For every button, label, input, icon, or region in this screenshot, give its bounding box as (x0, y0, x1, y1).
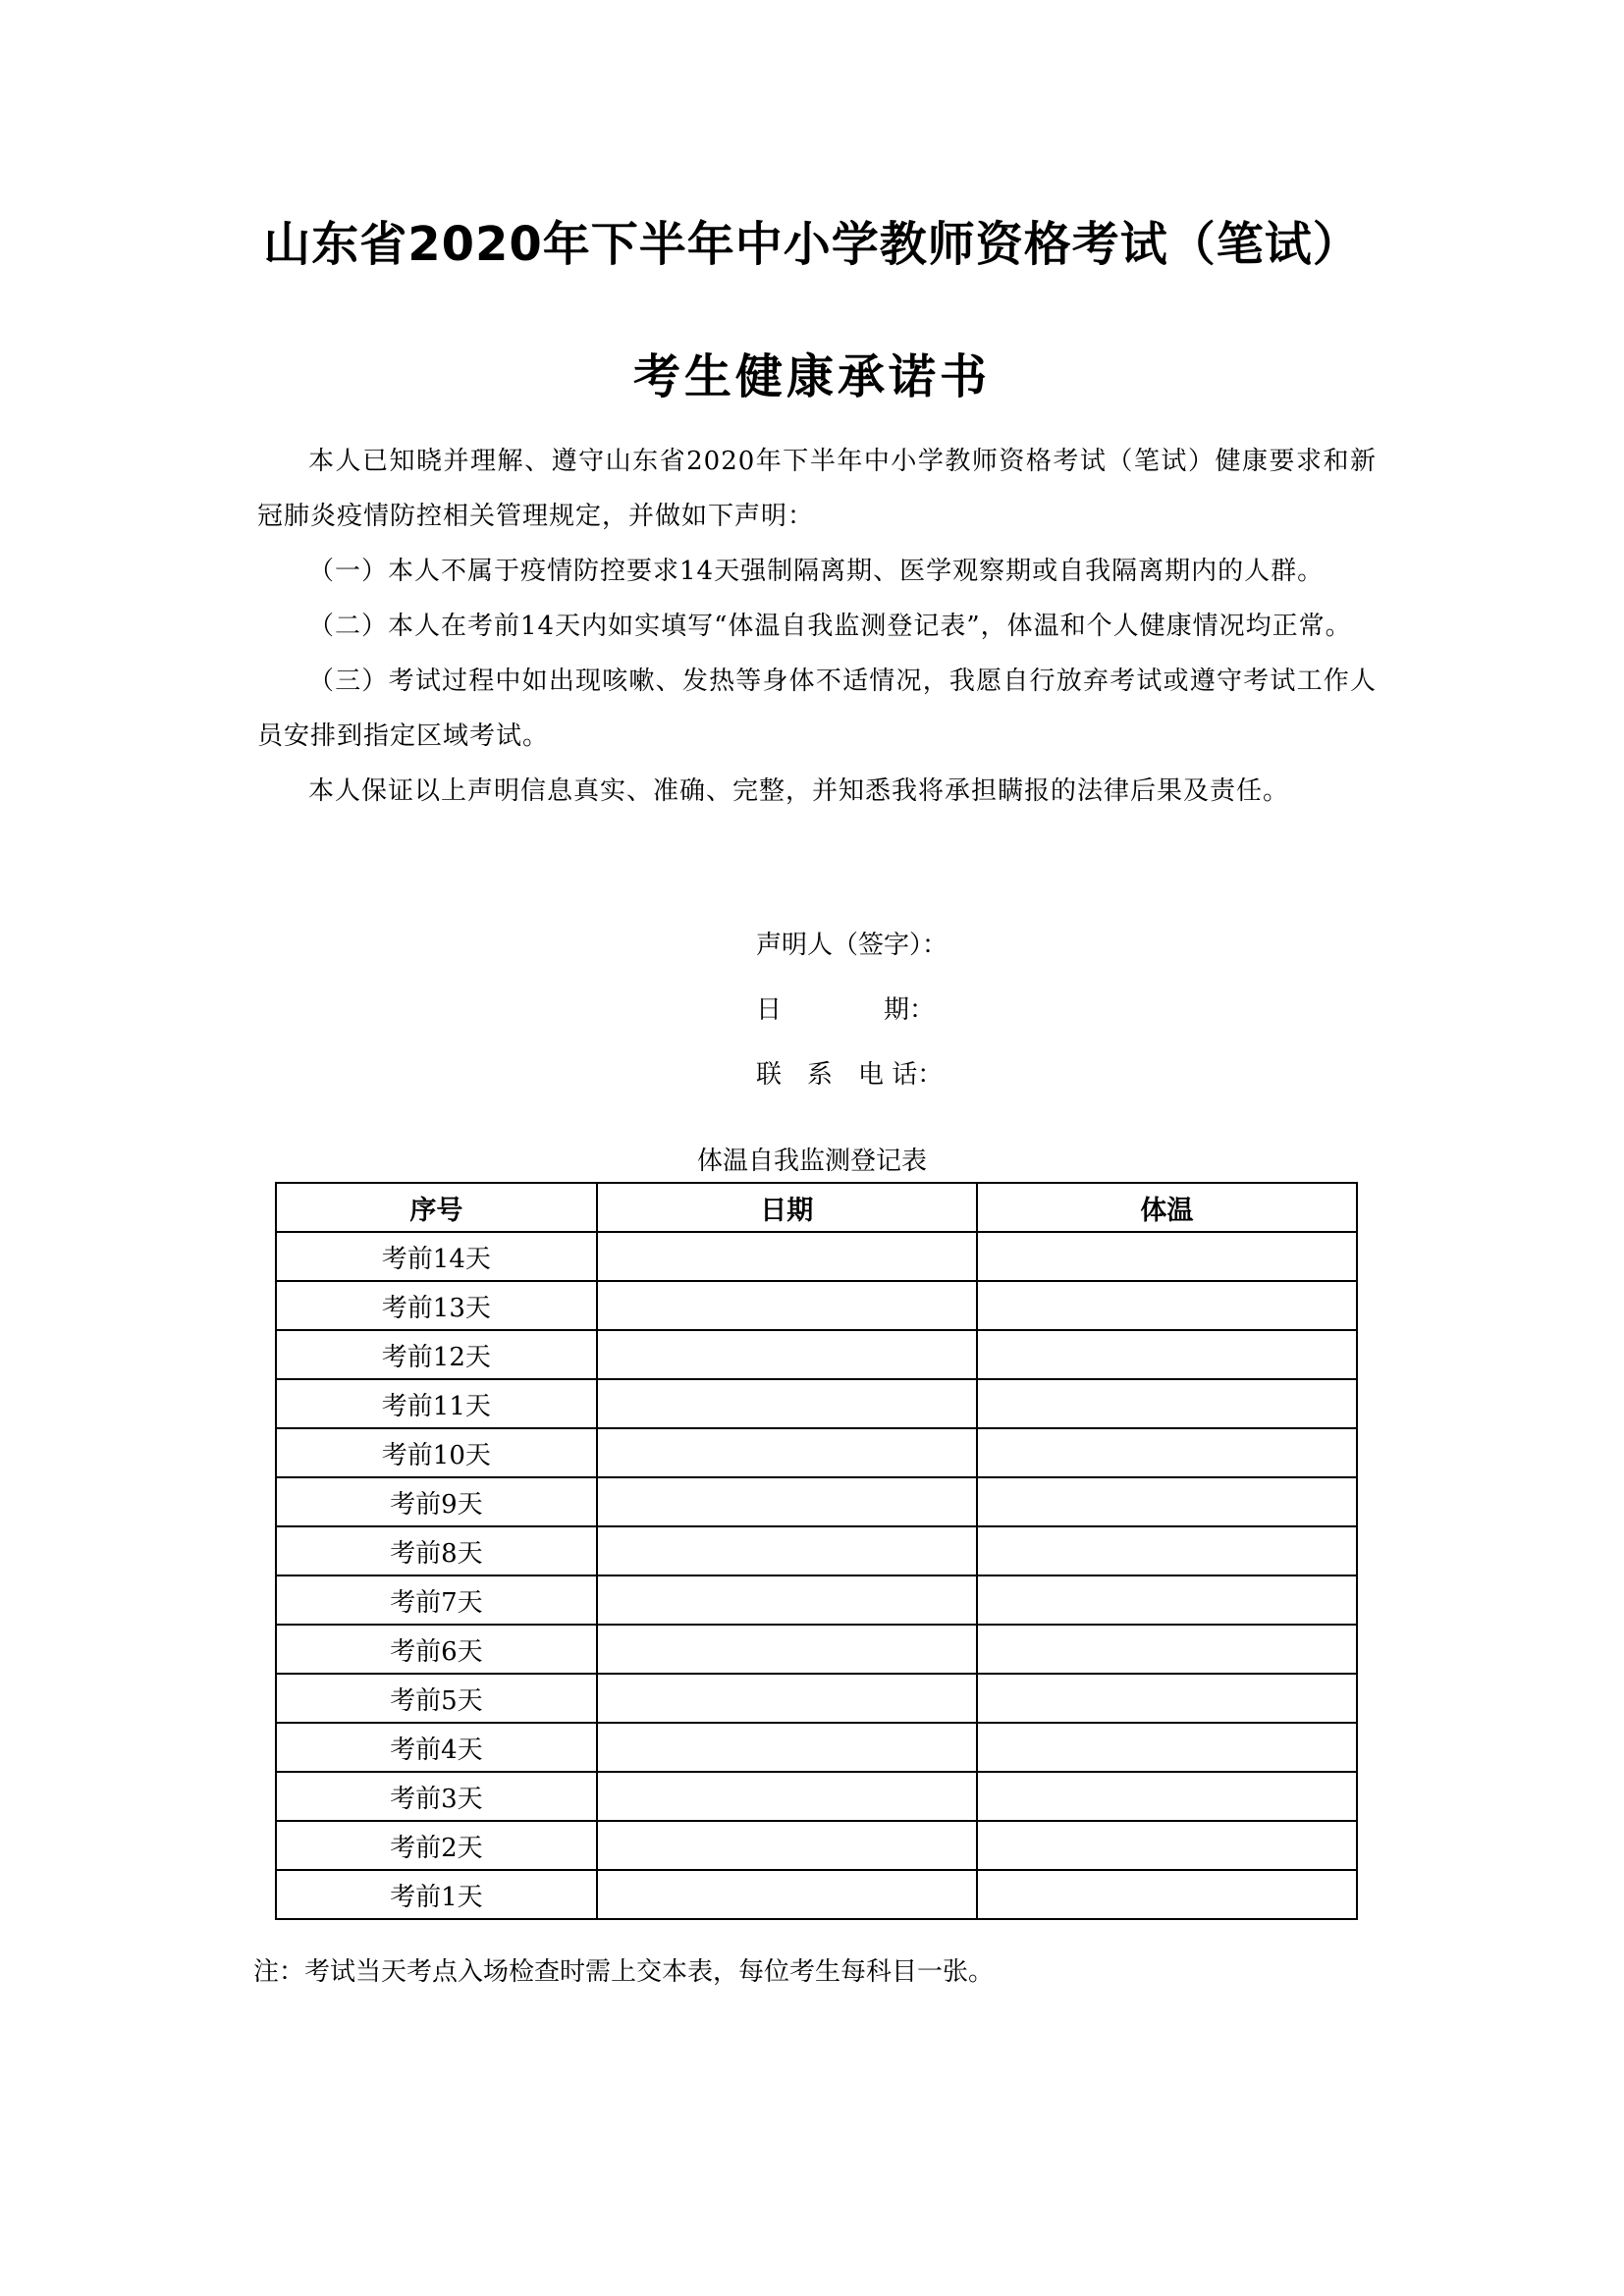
table-header-row (276, 1183, 1357, 1232)
declaration-body (257, 434, 1377, 819)
row-label: 考前12天 (276, 1330, 597, 1379)
temperature-cell (977, 1428, 1357, 1477)
date-cell (597, 1428, 977, 1477)
table-row (276, 1723, 1357, 1772)
header-date: 日期 (597, 1183, 977, 1232)
date-cell (597, 1625, 977, 1674)
guarantee-paragraph: 本人保证以上声明信息真实、准确、完整，并知悉我将承担瞒报的法律后果及责任。 (308, 776, 1290, 806)
temperature-cell (977, 1281, 1357, 1330)
temperature-cell (977, 1232, 1357, 1281)
date-cell (597, 1330, 977, 1379)
temperature-cell (977, 1526, 1357, 1575)
row-label: 考前9天 (276, 1477, 597, 1526)
temperature-cell (977, 1674, 1357, 1723)
row-label: 考前6天 (276, 1625, 597, 1674)
table-row (276, 1232, 1357, 1281)
temperature-cell (977, 1575, 1357, 1625)
row-label: 考前14天 (276, 1232, 597, 1281)
row-label: 考前4天 (276, 1723, 597, 1772)
row-label: 考前1天 (276, 1870, 597, 1919)
date-cell (597, 1674, 977, 1723)
table-row (276, 1821, 1357, 1870)
table-row (276, 1625, 1357, 1674)
table-row (276, 1477, 1357, 1526)
date-label: 日 期： (756, 995, 936, 1025)
header-temperature: 体温 (977, 1183, 1357, 1232)
temperature-cell (977, 1330, 1357, 1379)
temperature-cell (977, 1477, 1357, 1526)
clause-1: （一）本人不属于疫情防控要求14天强制隔离期、医学观察期或自我隔离期内的人群。 (308, 557, 1325, 586)
temperature-cell (977, 1772, 1357, 1821)
phone-label: 联 系 电 话： (756, 1060, 944, 1090)
date-cell (597, 1723, 977, 1772)
temperature-cell (977, 1870, 1357, 1919)
date-cell (597, 1526, 977, 1575)
table-row (276, 1526, 1357, 1575)
date-cell (597, 1379, 977, 1428)
date-cell (597, 1477, 977, 1526)
temperature-log-table (275, 1182, 1358, 1920)
table-row (276, 1281, 1357, 1330)
temperature-cell (977, 1379, 1357, 1428)
date-cell (597, 1870, 977, 1919)
row-label: 考前13天 (276, 1281, 597, 1330)
row-label: 考前11天 (276, 1379, 597, 1428)
table-row (276, 1379, 1357, 1428)
date-cell (597, 1575, 977, 1625)
table-row (276, 1575, 1357, 1625)
row-label: 考前10天 (276, 1428, 597, 1477)
signature-block (756, 913, 947, 1107)
table-row (276, 1674, 1357, 1723)
row-label: 考前8天 (276, 1526, 597, 1575)
date-cell (597, 1772, 977, 1821)
table-row (276, 1772, 1357, 1821)
footnote: 注：考试当天考点入场检查时需上交本表，每位考生每科目一张。 (253, 1957, 995, 1987)
document-title: 山东省2020年下半年中小学教师资格考试（笔试） (263, 217, 1361, 272)
document-subtitle: 考生健康承诺书 (632, 349, 991, 404)
date-cell (597, 1281, 977, 1330)
temperature-cell (977, 1625, 1357, 1674)
header-sequence: 序号 (276, 1183, 597, 1232)
declarant-signature-label: 声明人（签字）： (756, 931, 948, 960)
row-label: 考前2天 (276, 1821, 597, 1870)
temperature-cell (977, 1821, 1357, 1870)
table-row (276, 1330, 1357, 1379)
row-label: 考前3天 (276, 1772, 597, 1821)
table-caption: 体温自我监测登记表 (696, 1147, 927, 1176)
temperature-cell (977, 1723, 1357, 1772)
table-row (276, 1870, 1357, 1919)
clause-2: （二）本人在考前14天内如实填写“体温自我监测登记表”，体温和个人健康情况均正常。 (308, 612, 1352, 641)
row-label: 考前5天 (276, 1674, 597, 1723)
intro-paragraph: 本人已知晓并理解、遵守山东省2020年下半年中小学教师资格考试（笔试）健康要求和新冠肺炎疫情防控相关管理规定，并做如下声明： (257, 447, 1377, 531)
row-label: 考前7天 (276, 1575, 597, 1625)
date-cell (597, 1821, 977, 1870)
clause-3: （三）考试过程中如出现咳嗽、发热等身体不适情况，我愿自行放弃考试或遵守考试工作人员安排到指定区域考试。 (257, 667, 1377, 751)
date-cell (597, 1232, 977, 1281)
table-row (276, 1428, 1357, 1477)
